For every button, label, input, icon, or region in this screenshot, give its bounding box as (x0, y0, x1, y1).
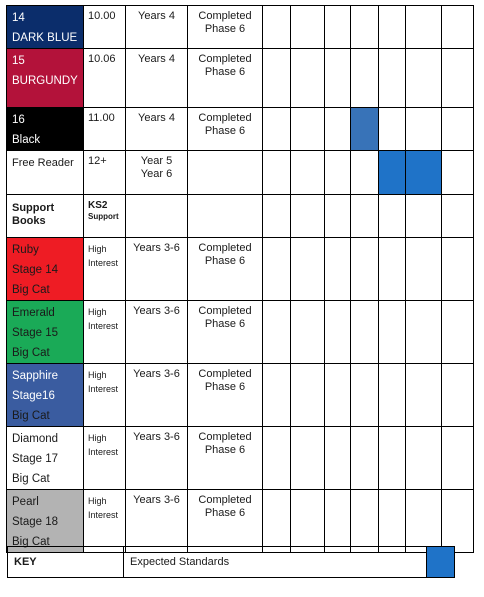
support-subheading: Support (88, 212, 119, 221)
reading-levels-table (6, 5, 474, 553)
level-value: 10.00 (88, 10, 116, 22)
year-text: Years 3-6 (133, 368, 180, 380)
phase-line: Phase 6 (204, 66, 246, 78)
progress-cell (442, 301, 474, 364)
year-cell (126, 108, 188, 151)
progress-cell (325, 6, 351, 49)
expected-standard-marker (406, 151, 442, 195)
progress-cell (442, 151, 474, 195)
progress-cell (379, 49, 406, 108)
band-name: Pearl (12, 496, 39, 508)
progress-cell (406, 490, 442, 553)
year-text: Years 3-6 (133, 242, 180, 254)
level-line: Interest (88, 510, 119, 520)
band-name: Emerald (12, 307, 55, 319)
progress-cell (325, 364, 351, 427)
year-cell (126, 490, 188, 553)
band-series: Big Cat (12, 410, 50, 422)
level-value: 12+ (88, 155, 107, 167)
progress-cell (263, 238, 291, 301)
level-value: 10.06 (88, 53, 116, 65)
progress-cell (291, 6, 325, 49)
key-table (7, 546, 455, 578)
section-heading: Books (12, 215, 46, 227)
level-line: Interest (88, 258, 119, 268)
progress-cell (325, 195, 351, 238)
phase-cell (188, 49, 263, 108)
level-cell (84, 195, 126, 238)
year-cell (126, 364, 188, 427)
progress-cell (291, 364, 325, 427)
progress-cell (291, 108, 325, 151)
progress-cell (351, 195, 379, 238)
level-cell (84, 151, 126, 195)
level-cell (84, 108, 126, 151)
progress-cell (442, 490, 474, 553)
phase-cell (188, 108, 263, 151)
year-cell (126, 427, 188, 490)
phase-cell (188, 6, 263, 49)
progress-cell (442, 195, 474, 238)
year-text: Years 4 (138, 112, 175, 124)
progress-cell (291, 490, 325, 553)
band-stage: Stage 14 (12, 264, 59, 276)
book-band-cell (7, 301, 84, 364)
progress-cell (291, 301, 325, 364)
level-line: Interest (88, 384, 119, 394)
band-name: BURGUNDY (12, 75, 78, 87)
progress-cell (442, 238, 474, 301)
band-name: Ruby (12, 244, 39, 256)
level-cell (84, 6, 126, 49)
table-row (7, 490, 474, 553)
progress-cell (379, 490, 406, 553)
level-line: High (88, 496, 107, 506)
progress-cell (406, 195, 442, 238)
level-cell (84, 238, 126, 301)
progress-cell (406, 49, 442, 108)
phase-line: Completed (198, 305, 252, 317)
progress-cell (263, 108, 291, 151)
phase-cell (188, 364, 263, 427)
progress-cell (406, 301, 442, 364)
phase-line: Phase 6 (204, 255, 246, 267)
table-row (7, 238, 474, 301)
band-name: DARK BLUE (12, 32, 78, 44)
progress-cell (379, 6, 406, 49)
phase-cell (188, 427, 263, 490)
level-line: Interest (88, 447, 119, 457)
year-cell (126, 195, 188, 238)
progress-cell (351, 301, 379, 364)
progress-cell (442, 364, 474, 427)
table-row (7, 108, 474, 151)
key-row (8, 547, 455, 578)
progress-cell (263, 427, 291, 490)
progress-cell (379, 301, 406, 364)
progress-cell (263, 151, 291, 195)
key-description: Expected Standards (124, 547, 427, 578)
year-text: Years 3-6 (133, 305, 180, 317)
book-band-cell (7, 49, 84, 108)
year-cell (126, 151, 188, 195)
progress-cell (325, 238, 351, 301)
band-name: Diamond (12, 433, 59, 445)
level-value: 11.00 (88, 112, 115, 124)
progress-cell (406, 6, 442, 49)
progress-cell (263, 301, 291, 364)
level-cell (84, 301, 126, 364)
book-band-cell (7, 6, 84, 49)
progress-cell (351, 49, 379, 108)
table-row (7, 151, 474, 195)
progress-cell (351, 6, 379, 49)
progress-cell (263, 49, 291, 108)
band-stage: Stage16 (12, 390, 55, 402)
book-band-cell (7, 364, 84, 427)
progress-cell (325, 108, 351, 151)
progress-cell (406, 238, 442, 301)
phase-line: Completed (198, 10, 252, 22)
band-number: 14 (12, 12, 25, 24)
phase-cell (188, 151, 263, 195)
band-series: Big Cat (12, 284, 50, 296)
progress-cell (291, 151, 325, 195)
table-row (7, 364, 474, 427)
table-row (7, 301, 474, 364)
table-row (7, 49, 474, 108)
band-stage: Stage 15 (12, 327, 59, 339)
year-text: Years 3-6 (133, 494, 180, 506)
table-row (7, 427, 474, 490)
band-name: Black (12, 134, 41, 146)
phase-line: Phase 6 (204, 23, 246, 35)
progress-cell (325, 490, 351, 553)
progress-cell (351, 364, 379, 427)
year-text: Years 4 (138, 10, 175, 22)
year-cell (126, 301, 188, 364)
phase-cell (188, 301, 263, 364)
phase-line: Phase 6 (204, 318, 246, 330)
phase-cell (188, 238, 263, 301)
level-cell (84, 490, 126, 553)
band-number: 16 (12, 114, 25, 126)
progress-cell (263, 6, 291, 49)
progress-cell (263, 490, 291, 553)
progress-cell (291, 427, 325, 490)
table-row (7, 6, 474, 49)
progress-cell (379, 427, 406, 490)
progress-cell (291, 195, 325, 238)
progress-cell (291, 49, 325, 108)
band-series: Big Cat (12, 473, 50, 485)
phase-cell (188, 490, 263, 553)
year-text: Year 5 (140, 155, 173, 167)
key-swatch (427, 547, 455, 578)
level-line: High (88, 433, 107, 443)
level-line: High (88, 244, 107, 254)
book-band-cell (7, 427, 84, 490)
band-name: Sapphire (12, 370, 59, 382)
book-band-cell (7, 238, 84, 301)
progress-cell (442, 108, 474, 151)
progress-cell (379, 238, 406, 301)
progress-cell (351, 427, 379, 490)
phase-line: Completed (198, 53, 252, 65)
phase-line: Completed (198, 368, 252, 380)
progress-cell (291, 238, 325, 301)
progress-cell (351, 238, 379, 301)
band-series: Big Cat (12, 536, 50, 548)
progress-cell (263, 195, 291, 238)
year-cell (126, 238, 188, 301)
progress-cell (406, 108, 442, 151)
progress-cell (263, 364, 291, 427)
table-row (7, 195, 474, 238)
phase-line: Completed (198, 112, 252, 124)
phase-cell (188, 195, 263, 238)
phase-line: Phase 6 (204, 125, 246, 137)
year-text: Years 3-6 (133, 431, 180, 443)
level-line: High (88, 370, 107, 380)
level-cell (84, 364, 126, 427)
phase-line: Phase 6 (204, 444, 246, 456)
phase-line: Completed (198, 494, 252, 506)
phase-line: Completed (198, 242, 252, 254)
progress-cell (351, 490, 379, 553)
band-series: Big Cat (12, 347, 50, 359)
progress-cell (325, 151, 351, 195)
phase-line: Phase 6 (204, 507, 246, 519)
section-heading: Support (12, 202, 55, 214)
year-text: Year 6 (140, 168, 173, 180)
level-cell (84, 427, 126, 490)
phase-line: Completed (198, 431, 252, 443)
year-cell (126, 49, 188, 108)
progress-cell (379, 364, 406, 427)
expected-standard-marker (351, 108, 379, 151)
progress-cell (442, 49, 474, 108)
band-stage: Stage 18 (12, 516, 59, 528)
band-stage: Stage 17 (12, 453, 59, 465)
progress-cell (325, 427, 351, 490)
progress-cell (325, 49, 351, 108)
key-label: KEY (8, 547, 124, 578)
progress-cell (442, 427, 474, 490)
phase-line: Phase 6 (204, 381, 246, 393)
level-line: High (88, 307, 107, 317)
progress-cell (442, 6, 474, 49)
level-cell (84, 49, 126, 108)
progress-cell (379, 108, 406, 151)
book-band-cell (7, 490, 84, 553)
progress-cell (379, 195, 406, 238)
band-name: Free Reader (12, 157, 74, 169)
progress-cell (406, 364, 442, 427)
year-text: Years 4 (138, 53, 175, 65)
progress-cell (351, 151, 379, 195)
progress-cell (325, 301, 351, 364)
section-heading-cell (7, 195, 84, 238)
book-band-cell (7, 108, 84, 151)
support-heading: KS2 (88, 200, 108, 211)
book-band-cell (7, 151, 84, 195)
progress-cell (406, 427, 442, 490)
level-line: Interest (88, 321, 119, 331)
band-number: 15 (12, 55, 25, 67)
expected-standard-marker (379, 151, 406, 195)
year-cell (126, 6, 188, 49)
